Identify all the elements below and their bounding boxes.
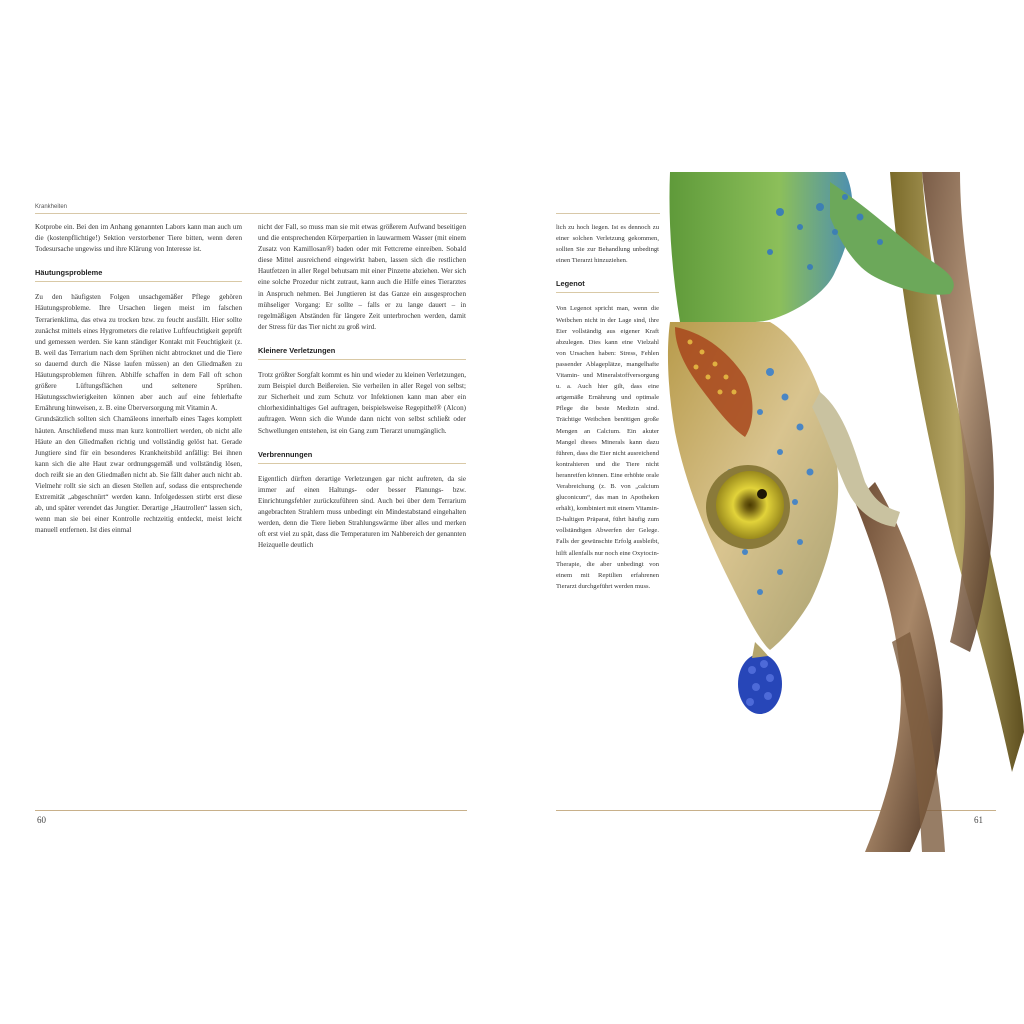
section-heading: Legenot — [556, 278, 659, 293]
right-column — [556, 222, 659, 592]
header-rule-right — [556, 213, 660, 214]
paragraph: Zu den häufigsten Folgen unsachgemäßer Pflege gehören Häutungsprobleme. Ihre Ursachen liegen meist im falschen Terrarienklima, das etwa zu trocken bzw. zu feucht ausfällt. Hier sollte zunächst mittels eines Hygrometers die relative Luftfeuchtigkeit geprüft und gemessen werden. Sie kann ständiger Kontakt mit Feuchtigkeit (z. B. weil das Terrarium nach dem Sprühen nicht abtrocknet und die Tiere so dauernd durch die Nässe laufen müssen) an den Gliedmaßen zu Häutungsproblemen führen. Abhilfe schaffen in dem Fall oft schon größere Lüftungsflächen und seltenere Sprühen. Häutungsschwierigkeiten können aber auch auf eine fehlerhafte Ernährung hinweisen, z. B. eine Überversorgung mit Vitamin A. — [35, 293, 242, 413]
left-column-1 — [35, 222, 242, 536]
page-number-left: 60 — [37, 815, 46, 825]
section-heading: Verbrennungen — [258, 449, 466, 464]
paragraph: Von Legenot spricht man, wenn die Weibchen nicht in der Lage sind, ihre Eier vollständig aus eigener Kraft abzulegen. Dies kann eine Vielzahl von Ursachen haben: Stress, Fehlen passender Ablageplätze, mangelhafte Vitamin- und Mineralstoffversorgung u. a. Auch hier gilt, dass eine artgemäße Ernährung und optimale Pflege die beste Medizin sind. Trächtige Weibchen benötigen große Mengen an Calcium. Ein akuter Mangel dieses Minerals kann dazu führen, dass die Eier nicht ausreichend kontrahieren und die Tiere nicht heranreifen können. Eine erhöhte orale Verabreichung (z. B. von „calcium gluconicum“, das man in Apotheken erhält), kombiniert mit einem Vitamin-D-haltigen Präparat, führt häufig zum vollständigen Abwerfen der Gelege. Falls der gewünschte Erfolg ausbleibt, hilft allenfalls nur noch eine Oxytocin-Therapie, die aber unbedingt von einem mit Reptilien erfahrenen Tierarzt durchgeführt werden muss. — [556, 305, 659, 590]
left-column-2 — [258, 222, 466, 551]
section-heading: Kleinere Verletzungen — [258, 345, 466, 360]
footer-rule-left — [35, 810, 467, 811]
paragraph: lich zu hoch liegen. Ist es dennoch zu einer solchen Verletzung gekommen, sollten Sie zur Behandlung unbedingt einen Tierarzt hinzuziehen. — [556, 224, 659, 265]
paragraph: Trotz größter Sorgfalt kommt es hin und wieder zu kleinen Verletzungen, zum Beispiel durch Beißereien. Sie verheilen in aller Regel von selbst; zur Sicherheit und zum Schutz vor Infektionen kann man aber ein chlorhexidinhaltiges Gel auftragen, beispielsweise Regepithel® (Alcon) auftragen. Wenn sich die Wunde dann nicht von selbst schließt oder Schwellungen entstehen, ist ein Gang zum Tierarzt unumgänglich. — [258, 371, 466, 435]
paragraph: Eigentlich dürften derartige Verletzungen gar nicht auftreten, da sie immer auf einen Haltungs- oder besser Planungs- bzw. Einrichtungsfehler zurückzuführen sind. Auch bei über dem Terrarium angebrachten Strahlern muss unbedingt ein Mindestabstand eingehalten werden, denn die Tiere lieben Strahlungswärme über alles und merken oft erst viel zu spät, dass die Temperaturen im Nahbereich der genannten Heizquelle deutlich — [258, 474, 466, 550]
running-head-left: Krankheiten — [35, 204, 68, 210]
paragraph: Grundsätzlich sollten sich Chamäleons innerhalb eines Tages komplett häuten. Anschließend muss man kurz kontrolliert werden, ob nicht alle Häute an den Gliedmaßen richtig und vollständig gelöst hat. Gerade Jungtiere sind für ein besonderes Krankheitsbild anfällig: Bei ihnen kann sich die alte Haut zwar ordnungsgemäß und vollständig lösen, doch reißt sie an den Gliedmaßen nicht ab. Sie fällt daher auch nicht ab. Vielmehr rollt sie sich an diesen Stellen auf, sodass die entsprechende Extremität „abgeschnürt“ werden kann. Infolgedessen stirbt erst diese ab, und später verendet das Jungtier. Derartige „Hautrollen“ lassen sich, wenn man sie bei einer Kontrolle rechtzeitig entdeckt, meist leicht manuell entfernen. Ist dies einmal — [35, 415, 242, 535]
page-number-right: 61 — [974, 815, 983, 825]
chameleon-photo — [660, 172, 1024, 852]
paragraph: Kotprobe ein. Bei den im Anhang genannten Labors kann man auch um die (kostenpflichtige!) Sektion verstorbener Tiere bitten, wenn deren Todesursache ungewiss und ihre Klärung von Interesse ist. — [35, 223, 242, 254]
header-rule-left — [35, 213, 467, 214]
section-heading: Häutungsprobleme — [35, 267, 242, 282]
paragraph: nicht der Fall, so muss man sie mit etwas größerem Aufwand beseitigen und die entsprechenden Körperpartien in lauwarmem Wasser (mit einem Zusatz von Kamillosan®) baden oder mit Fettcreme einreiben. Sobald diese Mittel ausreichend eingewirkt haben, lassen sich die restlichen Hautfetzen in aller Regel behutsam mit einer Pinzette abziehen. Wer sich eine solche Prozedur nicht zutraut, kann auch die Hilfe eines Tierarztes in Anspruch nehmen. Bei Jungtieren ist das Ganze ein ausgesprochen mühseliger Vorgang: Er sollte – falls er zu lange dauert – in regelmäßigen Abständen für längere Zeit unterbrochen werden, damit der Stress für das Tier nicht zu groß wird. — [258, 223, 466, 331]
